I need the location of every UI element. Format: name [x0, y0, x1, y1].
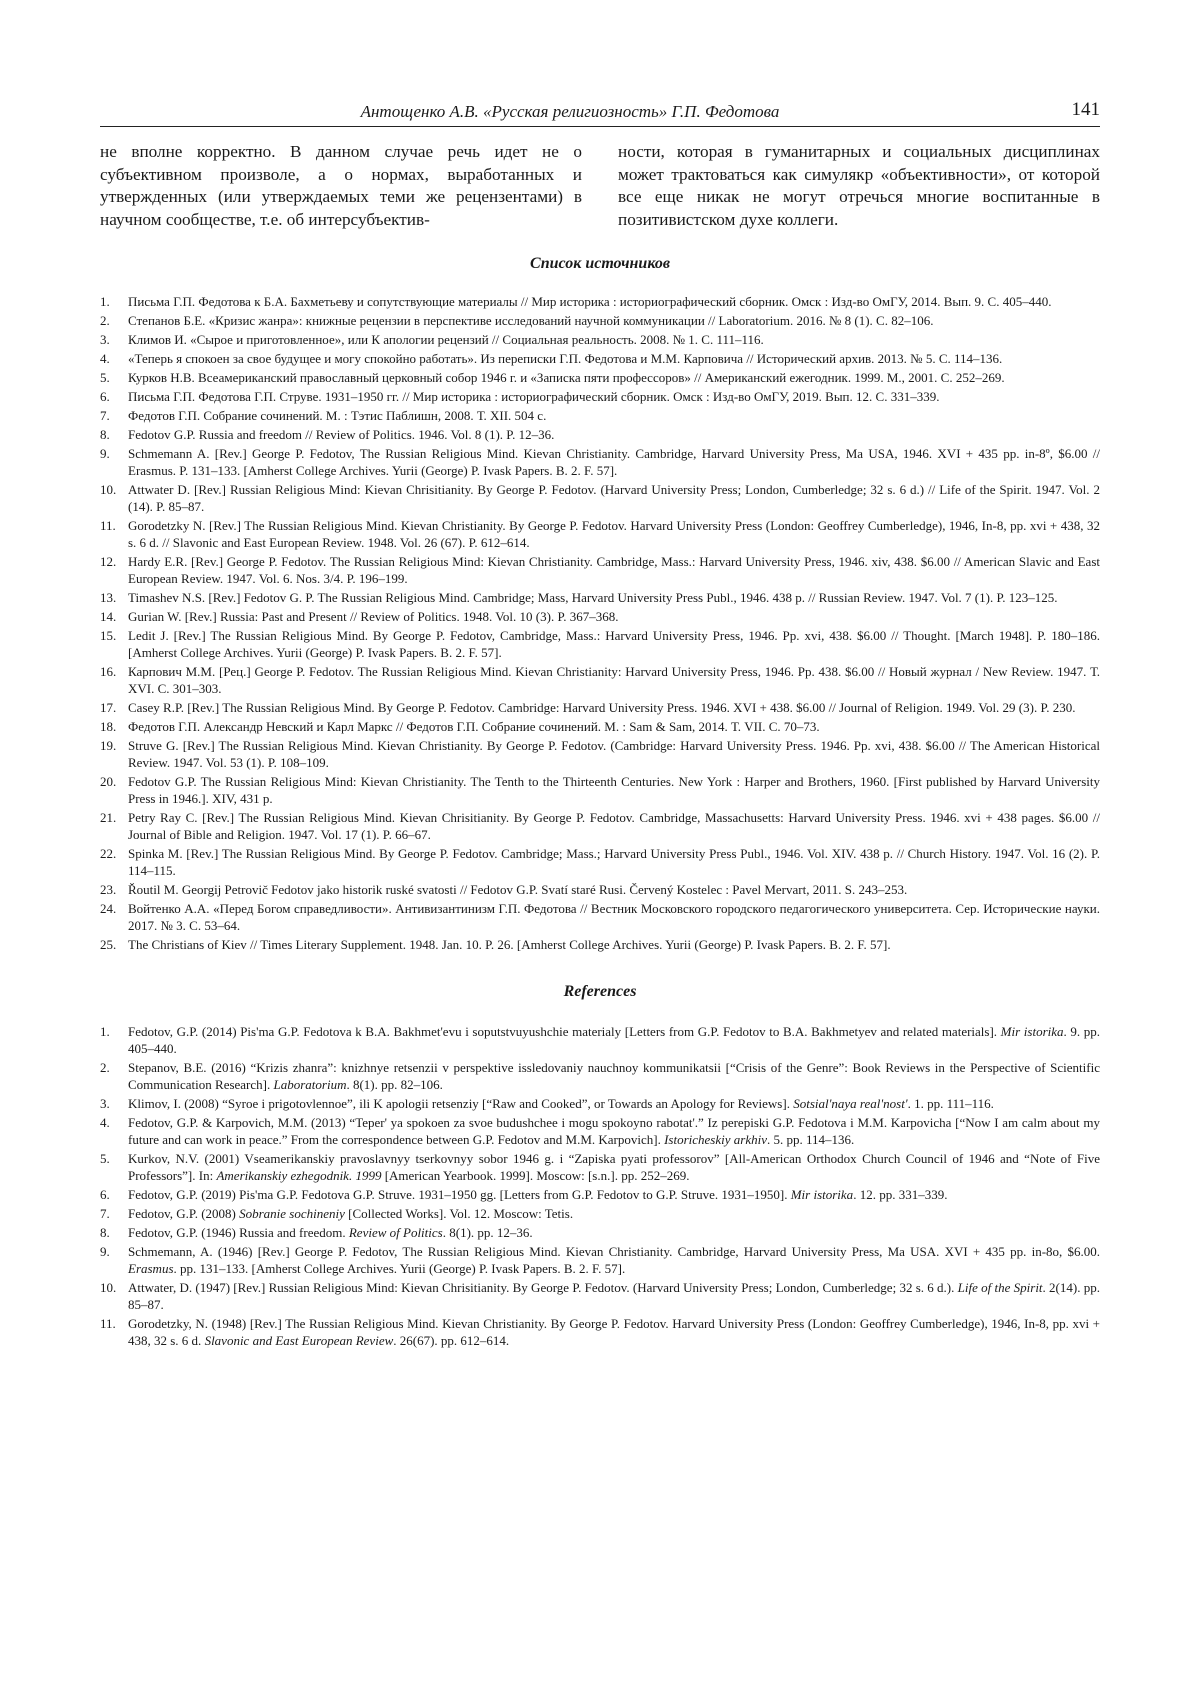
- journal-page: [100, 96, 1100, 1351]
- references-heading: References: [563, 983, 637, 1000]
- reference-item-text: . 1. pp. 111–116.: [907, 1096, 994, 1111]
- reference-item: [100, 1279, 1100, 1313]
- reference-item-text: Fedotov, G.P. (1946) Russia and freedom.: [128, 1225, 349, 1240]
- sources-list: [100, 293, 1100, 953]
- source-item-number: 4.: [100, 351, 110, 366]
- reference-item-text: . 2(14). pp. 85–87.: [128, 1280, 1100, 1312]
- source-item: [100, 737, 1100, 771]
- source-item-number: 12.: [100, 554, 117, 569]
- source-item: [100, 589, 1100, 606]
- source-item: [100, 718, 1100, 735]
- source-item-text: Gorodetzky N. [Rev.] The Russian Religious Mind. Kievan Christianity. By George P. Fedotov. Harvard University Press (London: Geoffrey Cumberledge), 1946, In-8, pp. xvi + 438, 32 s. 6 d. // Slavonic and East European Review. 1948. Vol. 26 (67). P. 612–614.: [128, 518, 1100, 550]
- body-paragraph: ности, которая в гуманитарных и социальных дисциплинах может трактоваться как симулякр «объективности», от которой все еще никак не могут отречься многие воспитанные в позитивистском духе коллеги.: [618, 142, 1100, 229]
- source-item-text: Климов И. «Сырое и приготовленное», или К апологии рецензий // Социальная реальность. 2008. № 1. С. 111–116.: [128, 332, 764, 347]
- source-item-number: 20.: [100, 774, 117, 789]
- reference-item-number: 4.: [100, 1115, 110, 1130]
- source-item: [100, 773, 1100, 807]
- reference-item-text: . 26(67). pp. 612–614.: [393, 1333, 510, 1348]
- reference-item-italic-text: Amerikanskiy ezhegodnik. 1999: [216, 1168, 382, 1183]
- source-item: [100, 517, 1100, 551]
- reference-item-number: 7.: [100, 1206, 110, 1221]
- source-item: [100, 388, 1100, 405]
- source-item-number: 22.: [100, 846, 117, 861]
- source-item-text: Степанов Б.Е. «Кризис жанра»: книжные рецензии в перспективе исследований научной коммуникации // Laboratorium. 2016. № 8 (1). С. 82–106.: [128, 313, 934, 328]
- source-item-text: Карпович М.М. [Рец.] George P. Fedotov. The Russian Religious Mind. Kievan Christianity: Harvard University Press, 1946. Pp. 438. $6.00 // Новый журнал / New Review. 1947. Т. XVI. С. 301–303.: [128, 664, 1100, 696]
- source-item-number: 23.: [100, 882, 117, 897]
- reference-item: [100, 1114, 1100, 1148]
- reference-item-text: Fedotov, G.P. (2008): [128, 1206, 240, 1221]
- reference-item-number: 9.: [100, 1244, 110, 1259]
- reference-item-number: 11.: [100, 1316, 116, 1331]
- source-item-text: Федотов Г.П. Собрание сочинений. М. : Тэтис Паблишн, 2008. Т. XII. 504 с.: [128, 408, 547, 423]
- source-item-text: Casey R.P. [Rev.] The Russian Religious Mind. By George P. Fedotov. Cambridge: Harvard University Press. 1946. XVI + 438. $6.00 // Journal of Religion. 1949. Vol. 29 (3). P. 230.: [128, 700, 1076, 715]
- reference-item-text: Schmemann, A. (1946) [Rev.] George P. Fedotov, The Russian Religious Mind. Kievan Christianity. Cambridge, Harvard University Press, Ma USA. XVI + 435 pp. in-8o, $6.00.: [128, 1244, 1100, 1259]
- reference-item-text: [Collected Works]. Vol. 12. Moscow: Tetis.: [344, 1206, 574, 1221]
- source-item-text: Schmemann A. [Rev.] George P. Fedotov, The Russian Religious Mind. Kievan Christianity. Cambridge, Harvard University Press, Ma USA, 1946. XVI + 435 pp. in-8º, $6.00 // Erasmus. P. 131–133. [Amherst College Archives. Yurii (George) P. Ivask Papers. B. 2. F. 57].: [128, 446, 1100, 478]
- running-head: [100, 96, 1100, 127]
- source-item-number: 1.: [100, 294, 110, 309]
- source-item-number: 17.: [100, 700, 117, 715]
- source-item: [100, 900, 1100, 934]
- reference-item-text: . pp. 131–133. [Amherst College Archives. Yurii (George) P. Ivask Papers. B. 2. F. 57].: [173, 1261, 626, 1276]
- reference-item-italic-text: Sotsial'naya real'nost': [793, 1096, 908, 1111]
- reference-item-italic-text: Mir istorika: [790, 1187, 854, 1202]
- source-item-number: 16.: [100, 664, 117, 679]
- source-item: [100, 445, 1100, 479]
- source-item-number: 9.: [100, 446, 110, 461]
- source-item-text: Timashev N.S. [Rev.] Fedotov G. P. The Russian Religious Mind. Cambridge; Mass, Harvard University Press Publ., 1946. 438 p. // Russian Review. 1947. Vol. 7 (1). P. 123–125.: [128, 590, 1058, 605]
- source-item-text: Письма Г.П. Федотова к Б.А. Бахметьеву и сопутствующие материалы // Мир историка : историографический сборник. Омск : Изд-во ОмГУ, 2014. Вып. 9. С. 405–440.: [128, 294, 1052, 309]
- source-item-text: Petry Ray C. [Rev.] The Russian Religious Mind. Kievan Chrisitianity. By George P. Fedotov. Cambridge, Massachusetts: Harvard University Press. 1946. xvi + 438 pages. $6.00 // Journal of Bible and Religion. 1947. Vol. 17 (1). P. 66–67.: [128, 810, 1100, 842]
- body-paragraph: не вполне корректно. В данном случае речь идет не о субъективном произволе, а о нормах, выработанных и утвержденных (или утверждаемых теми же рецензентами) в научном сообществе, т.е. об интерсубъектив-: [100, 142, 582, 229]
- source-item-text: Spinka M. [Rev.] The Russian Religious Mind. By George P. Fedotov. Cambridge; Mass.; Harvard University Press Publ., 1946. Vol. XIV. 438 p. // Church History. 1947. Vol. 16 (2). P. 114–115.: [128, 846, 1100, 878]
- reference-item-italic-text: Mir istorika: [1000, 1024, 1064, 1039]
- reference-item-text: Gorodetzky, N. (1948) [Rev.] The Russian Religious Mind. Kievan Christianity. By George P. Fedotov. Harvard University Press (London: Geoffrey Cumberledge), 1946, In-8, pp. xvi + 438, 32 s. 6 d.: [128, 1316, 1100, 1348]
- references-list: [100, 1023, 1100, 1349]
- source-item: [100, 553, 1100, 587]
- source-item-number: 24.: [100, 901, 117, 916]
- source-item: [100, 663, 1100, 697]
- source-item-number: 6.: [100, 389, 110, 404]
- source-item-number: 8.: [100, 427, 110, 442]
- reference-item-text: [American Yearbook. 1999]. Moscow: [s.n.]. pp. 252–269.: [381, 1168, 690, 1183]
- reference-item-text: . 8(1). pp. 82–106.: [346, 1077, 443, 1092]
- reference-item-italic-text: Sobranie sochineniy: [239, 1206, 345, 1221]
- reference-item-text: . 12. pp. 331–339.: [853, 1187, 948, 1202]
- source-item: [100, 331, 1100, 348]
- source-item-number: 2.: [100, 313, 110, 328]
- source-item-text: Fedotov G.P. The Russian Religious Mind: Kievan Christianity. The Tenth to the Thirteenth Centuries. New York : Harper and Brothers, 1960. [First published by Harvard University Press in 1946.]. XIV, 431 p.: [128, 774, 1100, 806]
- source-item: [100, 426, 1100, 443]
- reference-item-number: 6.: [100, 1187, 110, 1202]
- source-item-text: Hardy E.R. [Rev.] George P. Fedotov. The Russian Religious Mind: Kievan Christianity. Cambridge, Mass.: Harvard University Press, 1946. xiv, 438. $6.00 // American Slavic and East European Review. 1947. Vol. 6. Nos. 3/4. P. 196–199.: [128, 554, 1100, 586]
- reference-item: [100, 1315, 1100, 1349]
- source-item-text: Федотов Г.П. Александр Невский и Карл Маркс // Федотов Г.П. Собрание сочинений. М. : Sam & Sam, 2014. Т. VII. С. 70–73.: [128, 719, 820, 734]
- source-item-number: 7.: [100, 408, 110, 423]
- source-item: [100, 608, 1100, 625]
- reference-item-italic-text: Slavonic and East European Review: [204, 1333, 394, 1348]
- source-item-text: Войтенко А.А. «Перед Богом справедливости». Антивизантинизм Г.П. Федотова // Вестник Московского городского педагогического университета. Сер. Исторические науки. 2017. № 3. С. 53–64.: [128, 901, 1100, 933]
- reference-item: [100, 1186, 1100, 1203]
- source-item-text: Fedotov G.P. Russia and freedom // Review of Politics. 1946. Vol. 8 (1). P. 12–36.: [128, 427, 555, 442]
- page-number: 141: [1071, 99, 1100, 120]
- reference-item-italic-text: Laboratorium: [273, 1077, 347, 1092]
- reference-item-text: Fedotov, G.P. & Karpovich, M.M. (2013) “Teper' ya spokoen za svoe budushchee i mogu spokoyno rabotat'.” Iz perepiski G.P. Fedotova i M.M. Karpovicha [“Now I am calm about my future and can work in peace.” From the correspondence between G.P. Fedotov and M.M. Karpovich].: [128, 1115, 1100, 1147]
- reference-item-number: 2.: [100, 1060, 110, 1075]
- source-item-text: Attwater D. [Rev.] Russian Religious Mind: Kievan Chrisitianity. By George P. Fedotov. (Harvard University Press; London, Cumberledge; 32 s. 6 d.) // Life of the Spirit. 1947. Vol. 2 (14). P. 85–87.: [128, 482, 1100, 514]
- source-item-text: Řoutil M. Georgij Petrovič Fedotov jako historik ruské svatosti // Fedotov G.P. Svatí staré Rusi. Červený Kostelec : Pavel Mervart, 2011. S. 243–253.: [128, 882, 908, 897]
- source-item-number: 11.: [100, 518, 116, 533]
- source-item-text: The Christians of Kiev // Times Literary Supplement. 1948. Jan. 10. P. 26. [Amherst College Archives. Yurii (George) P. Ivask Papers. B. 2. F. 57].: [128, 937, 891, 952]
- source-item: [100, 936, 1100, 953]
- source-item-number: 15.: [100, 628, 117, 643]
- reference-item-text: Fedotov, G.P. (2019) Pis'ma G.P. Fedotova G.P. Struve. 1931–1950 gg. [Letters from G.P. Fedotov to G.P. Struve. 1931–1950].: [128, 1187, 791, 1202]
- source-item: [100, 350, 1100, 367]
- source-item: [100, 627, 1100, 661]
- reference-item: [100, 1059, 1100, 1093]
- source-item-text: «Теперь я спокоен за свое будущее и могу спокойно работать». Из переписки Г.П. Федотова и М.М. Карповича // Исторический архив. 2013. № 5. С. 114–136.: [128, 351, 1003, 366]
- reference-item: [100, 1205, 1100, 1222]
- reference-item-text: Klimov, I. (2008) “Syroe i prigotovlennoe”, ili K apologii retsenziy [“Raw and Cooked”, or Towards an Apology for Reviews].: [128, 1096, 794, 1111]
- body-text-columns: [100, 141, 1100, 231]
- reference-item-italic-text: Review of Politics: [348, 1225, 443, 1240]
- reference-item: [100, 1023, 1100, 1057]
- source-item-number: 25.: [100, 937, 117, 952]
- reference-item-text: Attwater, D. (1947) [Rev.] Russian Religious Mind: Kievan Chrisitianity. By George P. Fedotov. (Harvard University Press; London, Cumberledge; 32 s. 6 d.).: [128, 1280, 958, 1295]
- source-item: [100, 369, 1100, 386]
- reference-item: [100, 1095, 1100, 1112]
- reference-item-text: Kurkov, N.V. (2001) Vseamerikanskiy pravoslavnyy tserkovnyy sobor 1946 g. i “Zapiska pyati professorov” [All-American Orthodox Church Council of 1946 and “Note of Five Professors”]. In:: [128, 1151, 1100, 1183]
- reference-item: [100, 1224, 1100, 1241]
- source-item-text: Gurian W. [Rev.] Russia: Past and Present // Review of Politics. 1948. Vol. 10 (3). P. 367–368.: [128, 609, 619, 624]
- source-item: [100, 312, 1100, 329]
- reference-item: [100, 1150, 1100, 1184]
- reference-item-number: 10.: [100, 1280, 117, 1295]
- running-head-title: Антощенко А.В. «Русская религиозность» Г.П. Федотова: [360, 102, 780, 121]
- reference-item-text: Stepanov, B.E. (2016) “Krizis zhanra”: knizhnye retsenzii v perspektive issledovaniy nauchnoy kommunikatsii [“Crisis of the Genre”: Book Reviews in the Perspective of Scientific Communication Research].: [128, 1060, 1100, 1092]
- reference-item-text: . 9. pp. 405–440.: [128, 1024, 1100, 1056]
- reference-item-italic-text: Erasmus: [128, 1261, 174, 1276]
- source-item-number: 13.: [100, 590, 117, 605]
- reference-item-text: . 5. pp. 114–136.: [766, 1132, 855, 1147]
- source-item-number: 18.: [100, 719, 117, 734]
- sources-heading: Список источников: [530, 255, 670, 272]
- source-item-text: Ledit J. [Rev.] The Russian Religious Mind. By George P. Fedotov, Cambridge, Mass.: Harvard University Press, 1946. Pp. xvi, 438. $6.00 // Thought. [March 1948]. P. 180–186. [Amherst College Archives. Yurii (George) P. Ivask Papers. B. 2. F. 57].: [128, 628, 1100, 660]
- reference-item-number: 8.: [100, 1225, 110, 1240]
- source-item-number: 5.: [100, 370, 110, 385]
- source-item: [100, 699, 1100, 716]
- source-item-number: 3.: [100, 332, 110, 347]
- reference-item-number: 3.: [100, 1096, 110, 1111]
- source-item-number: 14.: [100, 609, 117, 624]
- source-item: [100, 407, 1100, 424]
- source-item: [100, 481, 1100, 515]
- reference-item: [100, 1243, 1100, 1277]
- source-item: [100, 809, 1100, 843]
- source-item-number: 10.: [100, 482, 117, 497]
- body-column-right: [618, 141, 1100, 231]
- reference-item-number: 5.: [100, 1151, 110, 1166]
- reference-item-italic-text: Istoricheskiy arkhiv: [664, 1132, 767, 1147]
- reference-item-text: . 8(1). pp. 12–36.: [442, 1225, 533, 1240]
- source-item-text: Struve G. [Rev.] The Russian Religious Mind. Kievan Christianity. By George P. Fedotov. (Cambridge: Harvard University Press. 1946. Pp. xvi, 438. $6.00 // The American Historical Review. 1947. Vol. 53 (1). P. 108–109.: [128, 738, 1100, 770]
- reference-item-italic-text: Life of the Spirit: [957, 1280, 1043, 1295]
- source-item-number: 19.: [100, 738, 117, 753]
- body-column-left: [100, 141, 582, 231]
- source-item-text: Курков Н.В. Всеамериканский православный церковный собор 1946 г. и «Записка пяти профессоров» // Американский ежегодник. 1999. М., 2001. С. 252–269.: [128, 370, 1005, 385]
- source-item: [100, 845, 1100, 879]
- reference-item-text: Fedotov, G.P. (2014) Pis'ma G.P. Fedotova k B.A. Bakhmet'evu i soputstvuyushchie materialy [Letters from G.P. Fedotov to B.A. Bakhmetyev and related materials].: [128, 1024, 1001, 1039]
- source-item: [100, 881, 1100, 898]
- source-item: [100, 293, 1100, 310]
- source-item-number: 21.: [100, 810, 117, 825]
- reference-item-number: 1.: [100, 1024, 110, 1039]
- source-item-text: Письма Г.П. Федотова Г.П. Струве. 1931–1950 гг. // Мир историка : историографический сборник. Омск : Изд-во ОмГУ, 2019. Вып. 12. С. 331–339.: [128, 389, 940, 404]
